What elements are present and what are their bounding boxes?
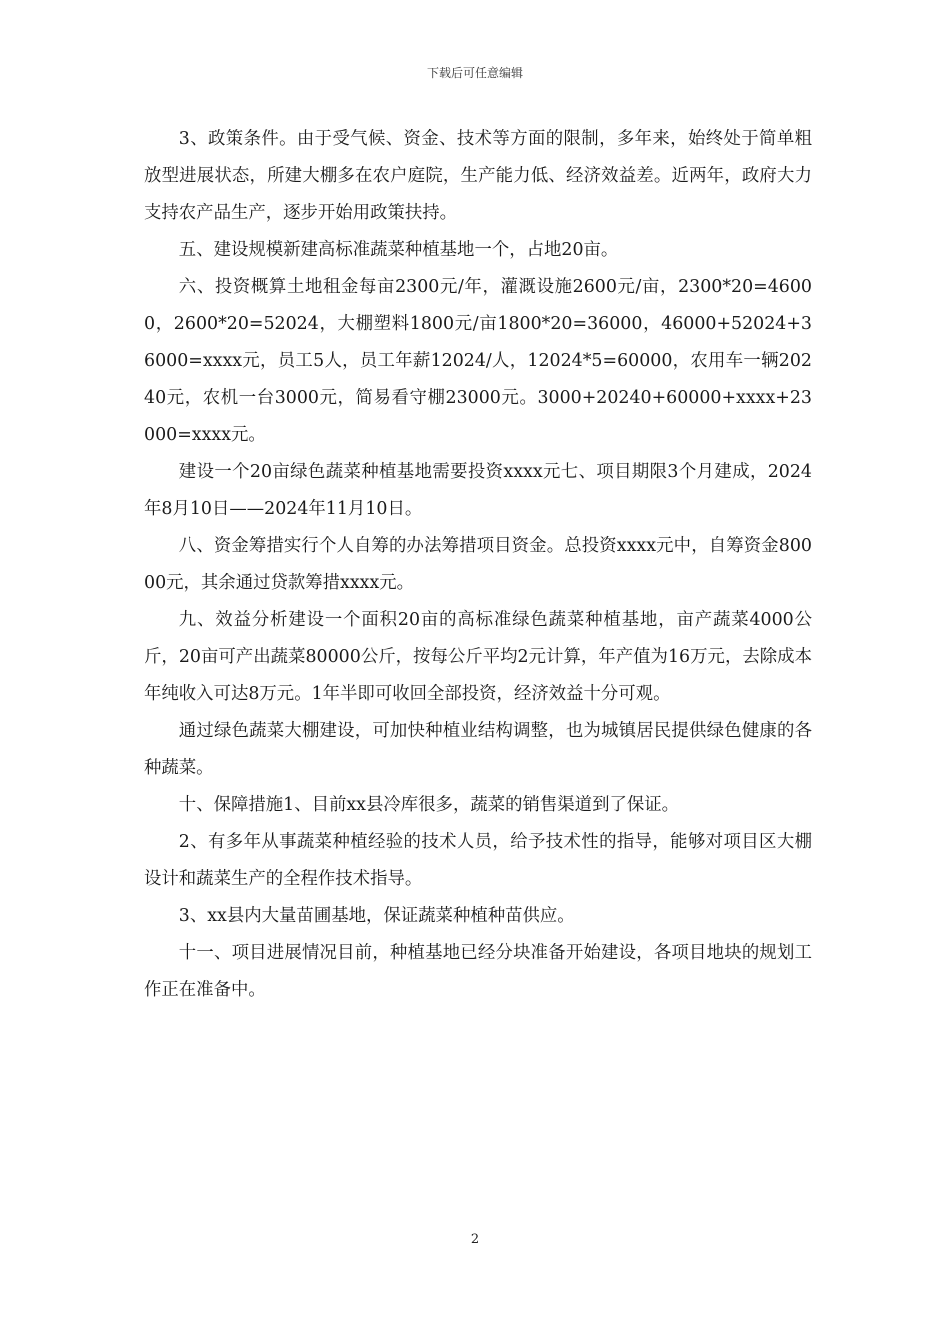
document-body — [144, 121, 812, 1009]
paragraph-benefit-analysis: 九、效益分析建设一个面积20亩的高标准绿色蔬菜种植基地，亩产蔬菜4000公斤，20亩可产出蔬菜80000公斤，按每公斤平均2元计算，年产值为16万元，去除成本年纯收入可达8万元。1年半即可收回全部投资，经济效益十分可观。 — [144, 610, 812, 704]
paragraph-construction-scale: 五、建设规模新建高标准蔬菜种植基地一个，占地20亩。 — [178, 240, 619, 260]
paragraph-safeguard-3: 3、xx县内大量苗圃基地，保证蔬菜种植种苗供应。 — [178, 906, 575, 926]
page-header-note: 下载后可任意编辑 — [426, 66, 523, 80]
paragraph-safeguard-2: 2、有多年从事蔬菜种植经验的技术人员，给予技术性的指导，能够对项目区大棚设计和蔬菜生产的全程作技术指导。 — [144, 832, 812, 889]
paragraph-safeguard-1: 十、保障措施1、目前xx县冷库很多，蔬菜的销售渠道到了保证。 — [178, 795, 680, 815]
paragraph-greenhouse-benefit: 通过绿色蔬菜大棚建设，可加快种植业结构调整，也为城镇居民提供绿色健康的各种蔬菜。 — [144, 721, 812, 778]
paragraph-fund-raising: 八、资金筹措实行个人自筹的办法筹措项目资金。总投资xxxx元中，自筹资金80000元，其余通过贷款筹措xxxx元。 — [144, 536, 812, 593]
paragraph-policy-conditions: 3、政策条件。由于受气候、资金、技术等方面的限制，多年来，始终处于简单粗放型进展状态，所建大棚多在农户庭院，生产能力低、经济效益差。近两年，政府大力支持农产品生产，逐步开始用政策扶持。 — [144, 129, 812, 223]
paragraph-progress: 十一、项目进展情况目前，种植基地已经分块准备开始建设，各项目地块的规划工作正在准备中。 — [144, 943, 812, 1000]
paragraph-project-period: 建设一个20亩绿色蔬菜种植基地需要投资xxxx元七、项目期限3个月建成，2024年8月10日——2024年11月10日。 — [144, 462, 812, 519]
paragraph-investment-estimate: 六、投资概算土地租金每亩2300元/年，灌溉设施2600元/亩，2300*20=46000，2600*20=52024，大棚塑料1800元/亩1800*20=36000，46000+52024+36000=xxxx元，员工5人，员工年薪12024/人，12024*5=60000，农用车一辆20240元，农机一台3000元，简易看守棚23000元。3000+20240+60000+xxxx+23000=xxxx元。 — [144, 277, 812, 445]
page-number: 2 — [470, 1232, 480, 1247]
